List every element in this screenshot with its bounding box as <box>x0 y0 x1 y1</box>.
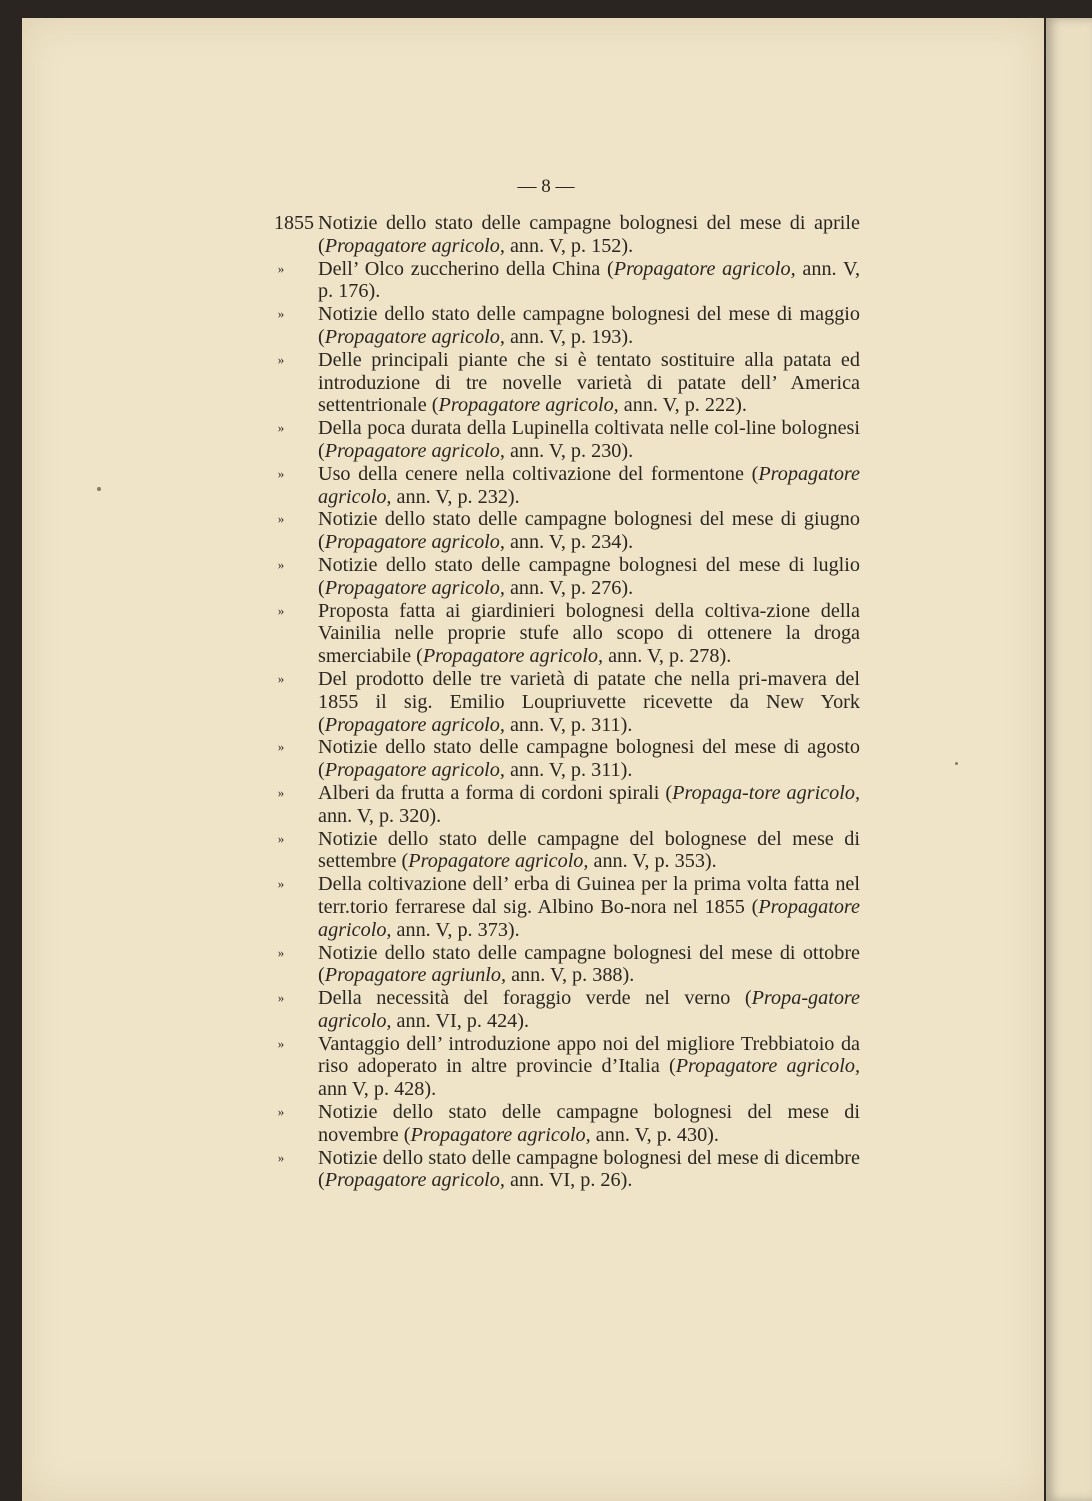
entry-reference: ann. V, p. 234). <box>509 531 634 554</box>
entry-text: Vantaggio dell’ introduzione appo noi del migliore Trebbiatoio da riso adoperato in altre provincie d’Italia (Propagatore agricolo, ann V, p. 428). <box>318 1032 860 1101</box>
entry-title: Uso della cenere nella coltivazione del formentone <box>318 462 744 485</box>
entry-source: Propagatore agricolo, <box>324 531 505 554</box>
entry-title: Alberi da frutta a forma di cordoni spirali <box>318 781 660 804</box>
ditto-mark: » <box>277 1149 285 1165</box>
bibliography-entry <box>0 600 1092 668</box>
entry-reference: ann. VI, p. 26). <box>509 1169 633 1192</box>
entry-text: Notizie dello stato delle campagne bolognesi del mese di agosto (Propagatore agricolo, ann. V, p. 311). <box>318 736 860 782</box>
entry-reference: ann. V, p. 152). <box>509 234 634 257</box>
entry-reference: ann. V, p. 430). <box>595 1123 719 1146</box>
entry-title: Della necessità del foraggio verde nel verno <box>318 987 731 1010</box>
bibliography-entry <box>0 1101 1092 1147</box>
entry-year: 1855 <box>274 212 314 234</box>
ditto-mark: » <box>277 420 285 436</box>
entry-text: Dell’ Olco zuccherino della China (Propagatore agricolo, ann. V, p. 176). <box>318 257 860 303</box>
bibliography-entry <box>0 668 1092 736</box>
ditto-mark: » <box>277 1035 285 1051</box>
entry-source: Propagatore agricolo, <box>318 462 860 508</box>
entry-source: Propagatore agricolo, <box>324 759 505 782</box>
bibliography-entry <box>0 987 1092 1033</box>
entry-source: Propagatore agricolo, <box>324 576 505 599</box>
bibliography-entry <box>0 463 1092 509</box>
bibliography-entry <box>0 1147 1092 1193</box>
entry-title: Notizie dello stato delle campagne bolognesi del mese di novembre <box>318 1101 860 1146</box>
bibliography-entry <box>0 782 1092 828</box>
entry-reference: ann. V, p. 222). <box>623 394 747 417</box>
entry-source: Propagatore agricolo, <box>438 394 619 417</box>
entry-title: Notizie dello stato delle campagne del bolognese del mese di settembre <box>318 827 860 873</box>
entry-reference: ann. V, p. 320). <box>318 804 442 827</box>
entry-text: Notizie dello stato delle campagne bolognesi del mese di maggio (Propagatore agricolo, ann. V, p. 193). <box>318 303 860 348</box>
entry-text: Notizie dello stato delle campagne bolognesi del mese di dicembre (Propagatore agricolo, ann. VI, p. 26). <box>318 1146 860 1192</box>
entry-title: Notizie dello stato delle campagne bolognesi del mese di aprile <box>318 212 860 234</box>
entry-title: Notizie dello stato delle campagne bolognesi del mese di dicembre <box>318 1146 860 1169</box>
entry-text: Uso della cenere nella coltivazione del formentone (Propagatore agricolo, ann. V, p. 232). <box>318 462 860 508</box>
ditto-mark: » <box>277 739 285 755</box>
entry-title: Del prodotto delle tre varietà di patate che nella pri-mavera del 1855 il sig. Emilio Loupriuvette ricevette da New York <box>318 667 860 713</box>
ditto-mark: » <box>277 830 285 846</box>
entry-text: Notizie dello stato delle campagne del bolognese del mese di settembre (Propagatore agricolo, ann. V, p. 353). <box>318 827 860 873</box>
entry-title: Proposta fatta ai giardinieri bolognesi della coltiva-zione della Vainilia nelle proprie stufe allo scopo di ottenere la droga smerciabile <box>318 599 860 668</box>
entry-source: Propagatore agricolo, <box>318 895 860 941</box>
entry-reference: ann. V, p. 373). <box>396 918 520 941</box>
entry-source: Propagatore agricolo, <box>422 645 604 668</box>
entry-source: Propagatore agricolo, <box>324 439 505 462</box>
scan-border-top <box>0 0 1092 18</box>
entry-source: Propagatore agricolo, <box>675 1055 860 1078</box>
ditto-mark: » <box>277 306 285 322</box>
ditto-mark: » <box>277 602 285 618</box>
entry-reference: ann. V, p. 193). <box>509 325 634 348</box>
entry-source: Propagatore agricolo, <box>324 325 505 348</box>
entry-reference: ann. V, p. 353). <box>593 850 717 873</box>
entry-title: Notizie dello stato delle campagne bolognesi del mese di maggio <box>318 303 860 326</box>
page-number: — 8 — <box>517 176 575 197</box>
entry-title: Notizie dello stato delle campagne bolognesi del mese di agosto <box>318 736 860 759</box>
entry-reference: ann. V, p. 276). <box>509 576 634 599</box>
entry-text: Notizie dello stato delle campagne bolognesi del mese di giugno (Propagatore agricolo, ann. V, p. 234). <box>318 508 860 554</box>
entry-text: Alberi da frutta a forma di cordoni spirali (Propaga-tore agricolo, ann. V, p. 320). <box>318 781 860 827</box>
entry-title: Notizie dello stato delle campagne bolognesi del mese di luglio <box>318 553 860 576</box>
entry-reference: ann. V, p. 311). <box>509 713 633 736</box>
entry-title: Notizie dello stato delle campagne bolognesi del mese di ottobre <box>318 941 860 964</box>
bibliography-entry <box>0 554 1092 600</box>
entry-reference: ann. V, p. 232). <box>396 485 520 508</box>
entry-reference: ann. V, p. 176). <box>318 257 860 303</box>
entry-source: Propaga-tore agricolo, <box>672 781 860 804</box>
ditto-mark: » <box>277 465 285 481</box>
entry-text: Della coltivazione dell’ erba di Guinea per la prima volta fatta nel terr.torio ferrarese dal sig. Albino Bo-nora nel 1855 (Propagatore agricolo, ann. V, p. 373). <box>318 873 860 941</box>
bibliography-entry <box>0 1033 1092 1101</box>
bibliography-entry <box>0 212 1092 258</box>
entry-reference: ann. VI, p. 424). <box>396 1009 530 1032</box>
bibliography-entry <box>0 873 1092 941</box>
entry-text: Notizie dello stato delle campagne bolognesi del mese di luglio (Propagatore agricolo, ann. V, p. 276). <box>318 553 860 599</box>
entry-title: Dell’ Olco zuccherino della China <box>318 257 601 280</box>
ditto-mark: » <box>277 876 285 892</box>
bibliography-entry <box>0 349 1092 417</box>
ditto-mark: » <box>277 670 285 686</box>
entry-source: Propagatore agricolo, <box>324 713 505 736</box>
ditto-mark: » <box>277 556 285 572</box>
entry-source: Propagatore agriunlo, <box>324 964 507 987</box>
bibliography-list <box>0 212 1092 1192</box>
ditto-mark: » <box>277 990 285 1006</box>
entry-text: Notizie dello stato delle campagne bolognesi del mese di ottobre (Propagatore agriunlo, ann. V, p. 388). <box>318 941 860 987</box>
entry-text: Della necessità del foraggio verde nel verno (Propa-gatore agricolo, ann. VI, p. 424). <box>318 987 860 1032</box>
entry-reference: ann. V, p. 311). <box>509 759 633 782</box>
ditto-mark: » <box>277 1104 285 1120</box>
bibliography-entry <box>0 508 1092 554</box>
entry-text: Delle principali piante che si è tentato sostituire alla patata ed introduzione di tre novelle varietà di patate dell’ America settentrionale (Propagatore agricolo, ann. V, p. 222). <box>318 348 860 417</box>
ditto-mark: » <box>277 351 285 367</box>
ditto-mark: » <box>277 511 285 527</box>
ditto-mark: » <box>277 784 285 800</box>
entry-text: Notizie dello stato delle campagne bolognesi del mese di novembre (Propagatore agricolo, ann. V, p. 430). <box>318 1101 860 1146</box>
entry-title: Della coltivazione dell’ erba di Guinea per la prima volta fatta nel terr.torio ferrarese dal sig. Albino Bo-nora nel 1855 <box>318 873 860 918</box>
entry-text: Del prodotto delle tre varietà di patate che nella pri-mavera del 1855 il sig. Emilio Loupriuvette ricevette da New York (Propagatore agricolo, ann. V, p. 311). <box>318 667 860 736</box>
entry-text: Della poca durata della Lupinella coltivata nelle col-line bolognesi (Propagatore agricolo, ann. V, p. 230). <box>318 417 860 462</box>
entry-source: Propagatore agricolo, <box>408 850 589 873</box>
entry-title: Notizie dello stato delle campagne bolognesi del mese di giugno <box>318 508 860 531</box>
entry-text: Notizie dello stato delle campagne bolognesi del mese di aprile (Propagatore agricolo, ann. V, p. 152). <box>318 212 860 257</box>
entry-title: Della poca durata della Lupinella coltivata nelle col-line bolognesi <box>318 417 860 440</box>
entry-reference: ann. V, p. 278). <box>608 645 732 668</box>
entry-source: Propa-gatore agricolo, <box>318 987 860 1032</box>
entry-title: Delle principali piante che si è tentato sostituire alla patata ed introduzione di tre novelle varietà di patate dell’ America settentrionale <box>318 348 860 417</box>
entry-source: Propagatore agricolo, <box>324 234 505 257</box>
entry-reference: ann V, p. 428). <box>318 1078 437 1101</box>
bibliography-entry <box>0 828 1092 874</box>
bibliography-entry <box>0 303 1092 349</box>
entry-reference: ann. V, p. 388). <box>511 964 635 987</box>
entry-source: Propagatore agricolo, <box>410 1123 591 1146</box>
bibliography-entry <box>0 736 1092 782</box>
entry-reference: ann. V, p. 230). <box>509 439 634 462</box>
bibliography-entry <box>0 942 1092 988</box>
bibliography-entry <box>0 417 1092 463</box>
entry-source: Propagatore agricolo, <box>324 1169 505 1192</box>
entry-source: Propagatore agricolo, <box>613 257 796 280</box>
entry-text: Proposta fatta ai giardinieri bolognesi della coltiva-zione della Vainilia nelle proprie stufe allo scopo di ottenere la droga smerciabile (Propagatore agricolo, ann. V, p. 278). <box>318 599 860 668</box>
ditto-mark: » <box>277 944 285 960</box>
bibliography-entry <box>0 258 1092 304</box>
ditto-mark: » <box>277 260 285 276</box>
entry-title: Vantaggio dell’ introduzione appo noi del migliore Trebbiatoio da riso adoperato in altre provincie d’Italia <box>318 1032 860 1078</box>
